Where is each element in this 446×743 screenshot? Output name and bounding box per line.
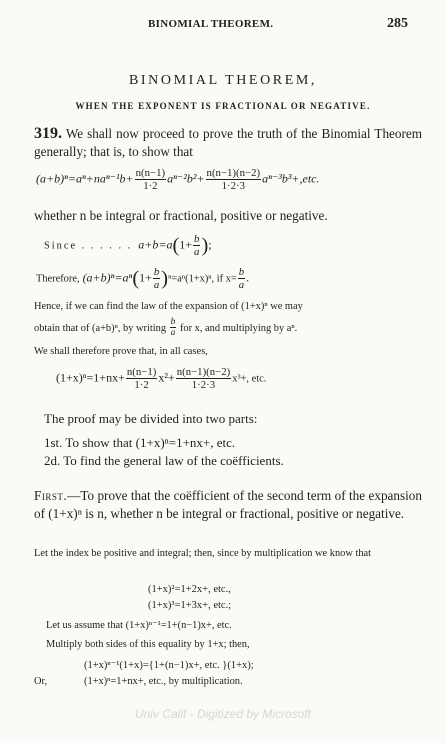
running-title: BINOMIAL THEOREM. xyxy=(148,18,274,30)
section-intro-text: We shall now proceed to prove the truth of the Binomial Theorem generally; that is, to show that xyxy=(34,126,422,159)
therefore-label: Therefore, xyxy=(36,273,80,285)
chapter-title: BINOMIAL THEOREM, xyxy=(128,73,318,88)
proof-intro: The proof may be divided into two parts: xyxy=(44,411,258,426)
running-header xyxy=(0,18,446,38)
cube-expansion: (1+x)³=1+3x+, etc.; xyxy=(148,600,232,611)
whether-line: whether n be integral or fractional, positive or negative. xyxy=(34,208,328,223)
proof-part-1: 1st. To show that (1+x)ⁿ=1+nx+, etc. xyxy=(44,435,236,450)
chapter-subtitle: WHEN THE EXPONENT IS FRACTIONAL OR NEGATIVE. xyxy=(75,101,371,111)
first-paragraph xyxy=(34,487,422,523)
therefore-fraction-1: $\frac{b}{a}$ xyxy=(153,266,160,291)
hence-line-3: We shall therefore prove that, in all cases, xyxy=(34,346,208,357)
product-equation: (1+x)ⁿ⁻¹(1+x)={1+(n−1)x+, etc. }(1+x); xyxy=(84,660,254,671)
or-text: (1+x)ⁿ=1+nx+, etc., by multiplication. xyxy=(84,676,243,687)
page-number: 285 xyxy=(387,16,408,31)
square-expansion: (1+x)²=1+2x+, etc., xyxy=(148,584,231,595)
expansion-equation: (1+x)ⁿ=1+nx+ $\frac{n(n-1)}{1\cdot 2}$ x²+ $\frac{n(n-1)(n-2)}{1\cdot 2\cdot 3}$ x³+, etc. xyxy=(56,366,267,391)
hence-line-2: obtain that of (a+b)ⁿ, by writing $\frac{b}{a}$ for x, and multiplying by aⁿ. xyxy=(34,317,298,339)
therefore-fraction-2: $\frac{b}{a}$ xyxy=(238,266,245,291)
or-line xyxy=(34,674,243,690)
binomial-equation: (a+b)ⁿ=aⁿ+naⁿ⁻¹b+ $\frac{n(n-1)}{1\cdot 2}$ aⁿ⁻²b²+ $\frac{n(n-1)(n-2)}{1\cdot 2\cdot 3}$ aⁿ⁻³b³+,etc. xyxy=(36,167,320,192)
eq2-fraction-1: $\frac{n(n-1)}{1\cdot 2}$ xyxy=(126,366,157,391)
eq2-fraction-2: $\frac{n(n-1)(n-2)}{1\cdot 2\cdot 3}$ xyxy=(176,366,231,391)
proof-part-2: 2d. To find the general law of the coëfficients. xyxy=(44,453,284,468)
first-lead: First. xyxy=(34,488,68,503)
index-paragraph: Let the index be positive and integral; then, since by multiplication we know that xyxy=(34,548,372,559)
multiply-line: Multiply both sides of this equality by 1+x; then, xyxy=(46,639,250,650)
hence-line-1: Hence, if we can find the law of the expansion of (1+x)ⁿ we may xyxy=(34,301,303,312)
eq1-fraction-1: $\frac{n(n-1)}{1\cdot 2}$ xyxy=(135,167,166,192)
therefore-line: Therefore, (a+b)ⁿ=aⁿ(1+ $\frac{b}{a}$ )ⁿ=aⁿ(1+x)ⁿ, if x= $\frac{b}{a}$ . xyxy=(36,266,250,291)
assume-line: Let us assume that (1+x)ⁿ⁻¹=1+(n−1)x+, etc. xyxy=(46,620,232,631)
since-fraction: $\frac{b}{a}$ xyxy=(194,233,200,258)
section-number: 319. xyxy=(34,125,62,142)
first-text: —To prove that the coëfficient of the second term of the expansion of (1+x)ⁿ is n, whether n be integral or fractional, positive or negative. xyxy=(34,488,422,521)
since-label: Since . . . . . . xyxy=(44,240,133,252)
or-label: Or, xyxy=(34,676,48,687)
section-intro xyxy=(34,125,422,161)
digitized-watermark: Univ Calif - Digitized by Microsoft xyxy=(134,707,312,721)
eq1-fraction-2: $\frac{n(n-1)(n-2)}{1\cdot 2\cdot 3}$ xyxy=(206,167,261,192)
hence-fraction: $\frac{b}{a}$ xyxy=(170,317,176,339)
since-line: Since . . . . . . a+b=a(1+ $\frac{b}{a}$ ); xyxy=(44,233,212,258)
